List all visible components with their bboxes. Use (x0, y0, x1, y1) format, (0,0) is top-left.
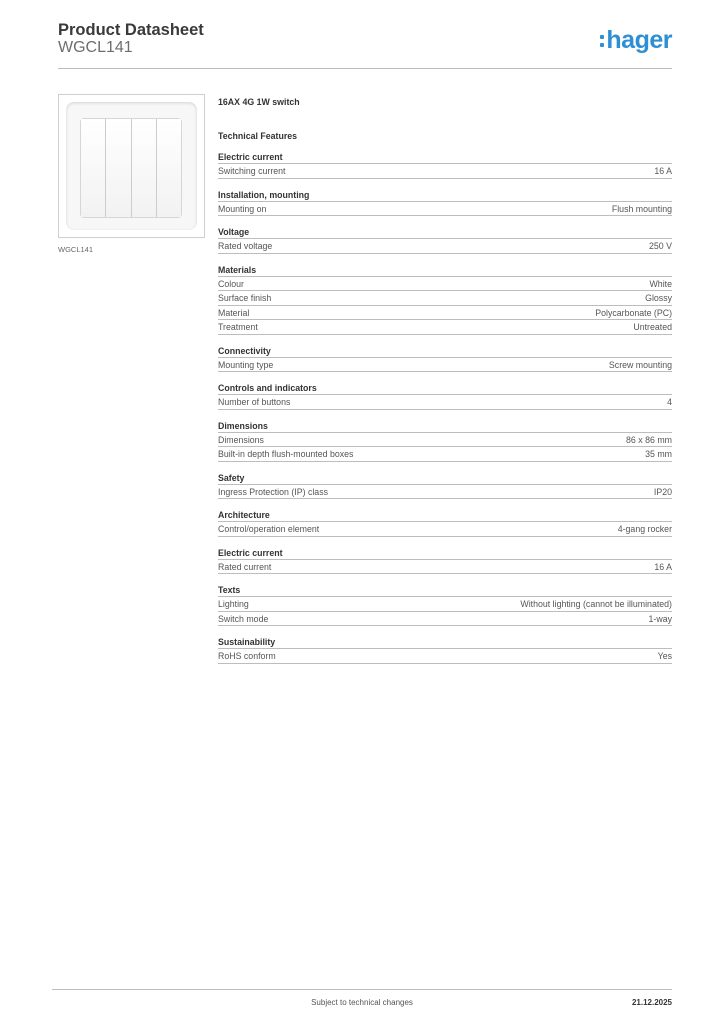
spec-label: Colour (218, 278, 244, 289)
section-title: Materials (218, 264, 672, 277)
hager-logo (600, 26, 672, 54)
spec-row (218, 649, 672, 664)
spec-label: Switching current (218, 166, 286, 176)
spec-label: Control/operation element (218, 524, 320, 534)
spec-value: Untreated (633, 322, 672, 332)
spec-label: Surface finish (218, 293, 272, 303)
rocker-4 (157, 119, 181, 217)
section-title: Installation, mounting (218, 189, 672, 202)
spec-label: Rated voltage (218, 241, 273, 251)
spec-label: Lighting (218, 599, 249, 609)
technical-features-heading: Technical Features (218, 131, 298, 141)
spec-label: Number of buttons (218, 397, 291, 407)
spec-row (218, 597, 672, 612)
section-title: Dimensions (218, 420, 672, 433)
footer-note: Subject to technical changes (311, 998, 413, 1007)
product-name: 16AX 4G 1W switch (218, 97, 300, 107)
spec-section (218, 636, 672, 664)
spec-row (218, 485, 672, 500)
section-title: Controls and indicators (218, 382, 672, 395)
spec-row (218, 358, 672, 373)
spec-section (218, 584, 672, 626)
spec-section (218, 382, 672, 410)
spec-row (218, 522, 672, 537)
document-title: Product Datasheet (58, 21, 204, 39)
product-image (58, 94, 205, 238)
section-title: Architecture (218, 509, 672, 522)
spec-row (218, 277, 672, 292)
spec-row (218, 560, 672, 575)
section-title: Sustainability (218, 636, 672, 649)
rocker-1 (81, 119, 106, 217)
spec-value: Polycarbonate (PC) (595, 307, 672, 318)
header-divider (58, 68, 672, 69)
spec-content (218, 96, 672, 674)
spec-label: Built-in depth flush-mounted boxes (218, 449, 354, 459)
footer-date: 21.12.2025 (631, 998, 672, 1007)
switch-rockers (80, 118, 182, 218)
spec-section (218, 345, 672, 373)
spec-value: 4-gang rocker (617, 524, 672, 534)
section-title: Safety (218, 472, 672, 485)
spec-row (218, 395, 672, 410)
logo-text: hager (606, 25, 672, 54)
spec-value: 16 A (654, 561, 672, 572)
spec-value: 35 mm (645, 449, 672, 459)
spec-section (218, 509, 672, 537)
spec-row (218, 320, 672, 335)
section-title: Connectivity (218, 345, 672, 358)
logo-dots-icon (600, 35, 604, 47)
section-title: Electric current (218, 151, 672, 164)
spec-value: Screw mounting (608, 359, 672, 370)
switch-plate (66, 102, 197, 230)
spec-value: 86 x 86 mm (626, 434, 672, 445)
spec-value: Yes (657, 651, 672, 661)
spec-label: Treatment (218, 322, 258, 332)
spec-value: Without lighting (cannot be illuminated) (520, 599, 672, 609)
spec-section (218, 264, 672, 335)
spec-row (218, 164, 672, 179)
section-title: Voltage (218, 226, 672, 239)
spec-row (218, 202, 672, 217)
spec-value: Flush mounting (611, 203, 672, 214)
spec-value: White (649, 278, 672, 289)
spec-label: Dimensions (218, 434, 264, 445)
image-caption: WGCL141 (58, 245, 94, 254)
spec-section (218, 189, 672, 217)
spec-sections (218, 151, 672, 664)
section-title: Texts (218, 584, 672, 597)
spec-row (218, 306, 672, 321)
spec-label: Rated current (218, 561, 272, 572)
spec-section (218, 151, 672, 179)
spec-row (218, 447, 672, 462)
product-code: WGCL141 (58, 39, 133, 56)
spec-label: Switch mode (218, 613, 269, 624)
spec-value: 4 (667, 397, 672, 407)
spec-value: Glossy (645, 293, 672, 303)
spec-value: 250 V (649, 241, 672, 251)
spec-section (218, 472, 672, 500)
spec-value: 16 A (654, 166, 672, 176)
spec-value: 1-way (648, 613, 672, 624)
footer-divider (52, 989, 672, 990)
spec-label: Material (218, 307, 250, 318)
spec-label: RoHS conform (218, 651, 276, 661)
spec-row (218, 612, 672, 627)
spec-row (218, 291, 672, 306)
spec-section (218, 547, 672, 575)
spec-section (218, 226, 672, 254)
spec-row (218, 239, 672, 254)
spec-value: IP20 (653, 486, 672, 497)
rocker-2 (106, 119, 131, 217)
page-header (58, 20, 672, 68)
spec-label: Mounting on (218, 203, 267, 214)
spec-row (218, 433, 672, 448)
spec-section (218, 420, 672, 462)
spec-label: Ingress Protection (IP) class (218, 486, 328, 497)
spec-label: Mounting type (218, 359, 274, 370)
section-title: Electric current (218, 547, 672, 560)
rocker-3 (132, 119, 157, 217)
